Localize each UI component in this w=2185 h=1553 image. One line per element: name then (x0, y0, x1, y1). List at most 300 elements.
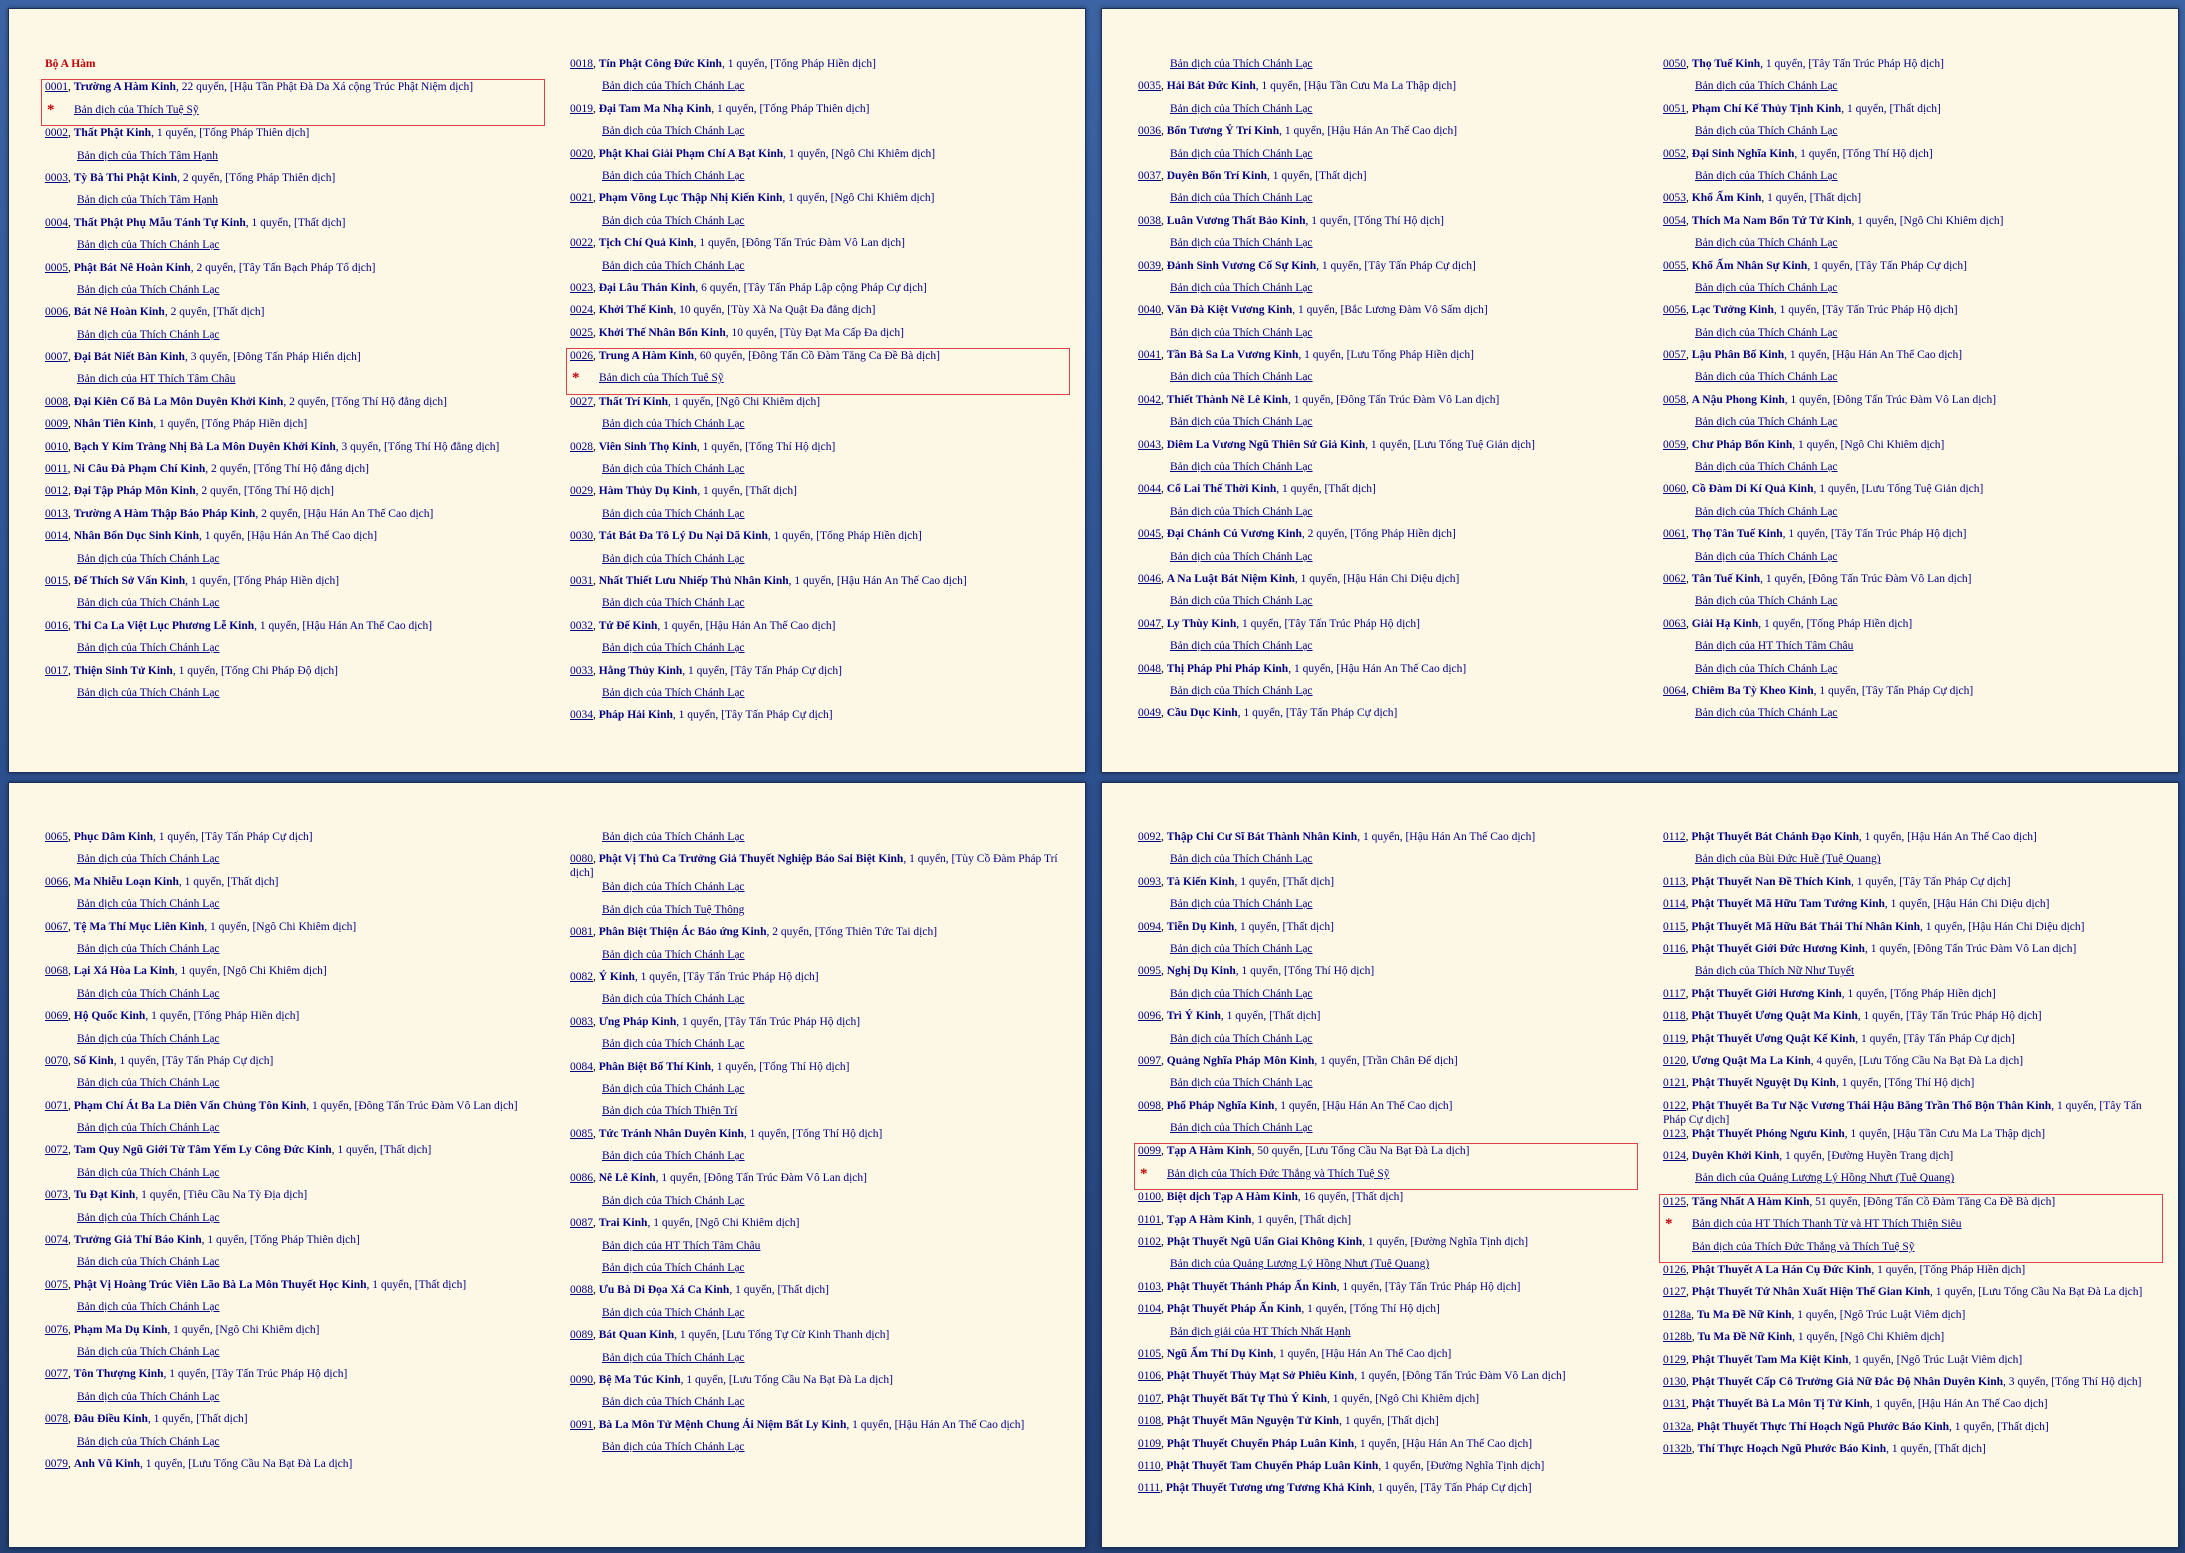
sutra-number-link[interactable]: 0033 (570, 664, 593, 677)
translation-link[interactable]: Bản dịch của Thích Chánh Lạc (77, 1032, 220, 1045)
sutra-entry: 0117, Phật Thuyết Giới Hương Kinh, 1 quyển, [Tống Pháp Hiền dịch] (1663, 987, 1996, 1000)
sutra-number-link[interactable]: 0079 (45, 1457, 68, 1470)
sutra-number-link[interactable]: 0118 (1663, 1010, 1686, 1023)
translation-link[interactable]: Bản dịch của Thích Chánh Lạc (77, 1345, 220, 1358)
sutra-number-link[interactable]: 0083 (570, 1015, 593, 1028)
translation-entry (45, 987, 545, 1009)
translation-link[interactable]: Bản dịch của HT Thích Tâm Châu (1695, 640, 1854, 653)
sutra-title: Chư Pháp Bổn Kinh (1691, 438, 1793, 451)
translation-link[interactable]: Bản dịch của Thích Chánh Lạc (602, 1194, 745, 1207)
sutra-title: Phật Thuyết Cấp Cô Trưởng Giả Nữ Đắc Độ Nhân Duyên Kinh (1691, 1375, 2003, 1388)
sutra-entry: 0066, Ma Nhiễu Loạn Kinh, 1 quyển, [Thất dịch] (45, 875, 279, 888)
sutra-number-link[interactable]: 0117 (1663, 987, 1686, 1000)
sutra-number-link[interactable]: 0009 (45, 418, 68, 431)
sutra-entry: 0039, Đảnh Sinh Vương Cố Sự Kinh, 1 quyển, [Tây Tấn Pháp Cự dịch] (1138, 259, 1476, 272)
sutra-number-link[interactable]: 0021 (570, 192, 593, 205)
sutra-number-link[interactable]: 0038 (1138, 214, 1161, 227)
translation-link[interactable]: Bản dịch của Thích Chánh Lạc (1695, 169, 1838, 182)
translation-link[interactable]: Bản dịch của Thích Chánh Lạc (1695, 707, 1838, 720)
sutra-number-link[interactable]: 0069 (45, 1010, 68, 1023)
translation-entry (1663, 706, 2163, 728)
sutra-number-link[interactable]: 0037 (1138, 169, 1161, 182)
translation-link[interactable]: Bản dịch của Thích Chánh Lạc (1170, 58, 1313, 70)
translation-link[interactable]: Bản dịch của Thích Chánh Lạc (602, 1262, 745, 1275)
sutra-number-link[interactable]: 0005 (45, 261, 68, 274)
sutra-number-link[interactable]: 0125 (1663, 1195, 1686, 1208)
sutra-number-link[interactable]: 0132b (1663, 1443, 1692, 1456)
translation-link[interactable]: Bản dịch của Thích Chánh Lạc (77, 1390, 220, 1403)
sutra-number-link[interactable]: 0121 (1663, 1077, 1686, 1090)
sutra-entry: 0108, Phật Thuyết Mãn Nguyện Tử Kinh, 1 quyển, [Thất dịch] (1138, 1415, 1439, 1428)
sutra-number-link[interactable]: 0097 (1138, 1054, 1161, 1067)
sutra-details: , 1 quyển, [Tống Pháp Hiền dịch] (145, 1010, 300, 1023)
translation-link[interactable]: Bản dịch của Thích Thiện Trí (602, 1105, 738, 1118)
sutra-number-link[interactable]: 0094 (1138, 920, 1161, 933)
sutra-number-link[interactable]: 0088 (570, 1284, 593, 1297)
sutra-number-link[interactable]: 0101 (1138, 1213, 1161, 1226)
translation-link[interactable]: Bản dịch của Thích Chánh Lạc (602, 169, 745, 182)
translation-link[interactable]: Bản dịch của Thích Chánh Lạc (1695, 125, 1838, 138)
sutra-title: Tăng Nhất A Hàm Kinh (1691, 1195, 1810, 1208)
sutra-details: , 1 quyển, [Hậu Hán An Thế Cao dịch] (1858, 831, 2037, 843)
translation-link[interactable]: Bản dịch của Thích Chánh Lạc (77, 1166, 220, 1179)
translation-link[interactable]: Bản dịch của Thích Chánh Lạc (77, 686, 220, 699)
sutra-number-link[interactable]: 0122 (1663, 1099, 1686, 1112)
translation-link[interactable]: Bản dịch của Thích Chánh Lạc (1170, 684, 1313, 697)
translation-entry (570, 1351, 1070, 1373)
sutra-number-link[interactable]: 0035 (1138, 80, 1161, 93)
sutra-entry: 0030, Tát Bát Đa Tô Lý Du Nại Dã Kinh, 1 quyển, [Tống Pháp Hiền dịch] (570, 530, 922, 543)
sutra-number-link[interactable]: 0113 (1663, 875, 1686, 888)
sutra-number-link[interactable]: 0075 (45, 1278, 68, 1291)
sutra-number-link[interactable]: 0007 (45, 351, 68, 364)
sutra-details: , 1 quyển, [Ngô Trúc Luật Viêm dịch] (1848, 1353, 2023, 1366)
sutra-number-link[interactable]: 0098 (1138, 1099, 1161, 1112)
sutra-details: , 1 quyển, [Ngô Chi Khiêm dịch] (204, 920, 357, 933)
translation-link[interactable]: Bản dịch của HT Thích Thanh Từ và HT Thích Thiện Siêu (1692, 1218, 1962, 1231)
sutra-entry: 0046, A Na Luật Bát Niệm Kinh, 1 quyển, [Hậu Hán Chi Diệu dịch] (1138, 572, 1460, 585)
sutra-number-link[interactable]: 0119 (1663, 1032, 1686, 1045)
translation-entry (1663, 169, 2163, 191)
column-left (45, 830, 545, 1479)
translation-link[interactable]: Bản dịch của Bùi Đức Huề (Tuệ Quang) (1695, 853, 1881, 866)
sutra-number-link[interactable]: 0092 (1138, 831, 1161, 843)
translation-link[interactable]: Bản dịch của Thích Chánh Lạc (602, 463, 745, 476)
translation-link[interactable]: Bản dịch của Thích Chánh Lạc (1695, 371, 1838, 384)
sutra-number-link[interactable]: 0008 (45, 395, 68, 408)
sutra-number-link[interactable]: 0044 (1138, 483, 1161, 496)
sutra-number-link[interactable]: 0089 (570, 1329, 593, 1342)
translation-link[interactable]: Bản dịch của Thích Chánh Lạc (77, 283, 220, 296)
sutra-number-link[interactable]: 0047 (1138, 617, 1161, 630)
translation-link[interactable]: Bản dịch của Thích Tuệ Sỹ (74, 103, 199, 116)
sutra-number-link[interactable]: 0031 (570, 574, 593, 587)
sutra-number-link[interactable]: 0111 (1138, 1482, 1161, 1495)
sutra-number-link[interactable]: 0090 (570, 1373, 593, 1386)
sutra-number-link[interactable]: 0105 (1138, 1347, 1161, 1360)
sutra-number-link[interactable]: 0115 (1663, 920, 1686, 933)
sutra-number-link[interactable]: 0071 (45, 1099, 68, 1112)
sutra-number-link[interactable]: 0127 (1663, 1286, 1686, 1299)
sutra-title: Phật Thuyết Bát Chánh Đạo Kinh (1691, 831, 1859, 843)
sutra-number-link[interactable]: 0087 (570, 1217, 593, 1230)
translation-link[interactable]: Bản dịch của Thích Chánh Lạc (602, 259, 745, 272)
sutra-number-link[interactable]: 0015 (45, 574, 68, 587)
translation-link[interactable]: Bản dịch của Thích Chánh Lạc (1695, 595, 1838, 608)
sutra-number-link[interactable]: 0109 (1138, 1437, 1161, 1450)
sutra-title: Biệt dịch Tạp A Hàm Kinh (1166, 1191, 1298, 1204)
translation-link[interactable]: Bản dịch của Thích Chánh Lạc (602, 1082, 745, 1095)
translation-link[interactable]: Bản dịch của Thích Chánh Lạc (602, 552, 745, 565)
sutra-details: , 1 quyển, [Tống Pháp Hiền dịch] (1871, 1264, 2026, 1277)
sutra-number-link[interactable]: 0028 (570, 440, 593, 453)
sutra-title: Văn Đà Kiệt Vương Kinh (1166, 304, 1293, 317)
sutra-number-link[interactable]: 0014 (45, 530, 68, 543)
translation-link[interactable]: Bản dịch của Thích Chánh Lạc (602, 1306, 745, 1319)
sutra-number-link[interactable]: 0001 (45, 81, 68, 94)
translation-link[interactable]: Bản dịch của Thích Chánh Lạc (77, 642, 220, 655)
sutra-number-link[interactable]: 0010 (45, 440, 68, 453)
sutra-details: , 1 quyển, [Tống Thí Hộ dịch] (696, 440, 836, 453)
sutra-number-link[interactable]: 0128b (1663, 1331, 1692, 1344)
sutra-number-link[interactable]: 0045 (1138, 528, 1161, 541)
sutra-number-link[interactable]: 0034 (570, 709, 593, 722)
sutra-number-link[interactable]: 0058 (1663, 393, 1686, 406)
sutra-number-link[interactable]: 0106 (1138, 1370, 1161, 1383)
translation-link[interactable]: Bản dịch của Thích Chánh Lạc (1170, 640, 1313, 653)
sutra-details: , 1 quyển, [Đông Tấn Trúc Đàm Vô Lan dịch] (306, 1099, 518, 1112)
translation-link[interactable]: Bản dịch của Thích Chánh Lạc (1695, 662, 1838, 675)
sutra-number-link[interactable]: 0096 (1138, 1010, 1161, 1023)
sutra-number-link[interactable]: 0013 (45, 507, 68, 520)
translation-link[interactable]: Bản dịch của Thích Chánh Lạc (77, 552, 220, 565)
sutra-number-link[interactable]: 0103 (1138, 1280, 1161, 1293)
sutra-number-link[interactable]: 0073 (45, 1189, 68, 1202)
sutra-title: Phật Thuyết Tứ Nhân Xuất Hiện Thế Gian Kinh (1691, 1286, 1930, 1299)
translation-entry (570, 1082, 1070, 1104)
sutra-number-link[interactable]: 0078 (45, 1413, 68, 1426)
translation-link[interactable]: Bản dịch của Thích Chánh Lạc (77, 1211, 220, 1224)
sutra-number-link[interactable]: 0124 (1663, 1150, 1686, 1163)
translation-link[interactable]: Bản dịch của Thích Chánh Lạc (602, 1351, 745, 1364)
translation-link[interactable]: Bản dịch của Thích Chánh Lạc (1170, 987, 1313, 1000)
translation-link[interactable]: Bản dịch của Thích Chánh Lạc (1170, 1032, 1313, 1045)
sutra-entry: 0131, Phật Thuyết Bà La Môn Tị Tử Kinh, 1 quyển, [Hậu Hán An Thế Cao dịch] (1663, 1398, 2048, 1411)
translation-link[interactable]: Bản dịch của Thích Chánh Lạc (1695, 80, 1838, 93)
sutra-number-link[interactable]: 0085 (570, 1127, 593, 1140)
translation-entry (570, 124, 1070, 146)
sutra-details: , 1 quyển, [Thất dịch] (245, 216, 346, 229)
sutra-details: , 1 quyển, [Tây Tấn Trúc Pháp Hộ dịch] (676, 1015, 861, 1028)
sutra-number-link[interactable]: 0042 (1138, 393, 1161, 406)
sutra-number-link[interactable]: 0002 (45, 127, 68, 140)
sutra-number-link[interactable]: 0020 (570, 147, 593, 160)
sutra-number-link[interactable]: 0131 (1663, 1398, 1686, 1411)
sutra-entry: 0029, Hàm Thủy Dụ Kinh, 1 quyển, [Thất dịch] (570, 485, 797, 498)
sutra-number-link[interactable]: 0052 (1663, 147, 1686, 160)
translation-link[interactable]: Bản dịch của HT Thích Tâm Châu (602, 1239, 761, 1252)
translation-link[interactable]: Bản dịch của Thích Chánh Lạc (602, 80, 745, 93)
translation-link[interactable]: Bản dịch của Thích Chánh Lạc (602, 125, 745, 138)
sutra-number-link[interactable]: 0070 (45, 1054, 68, 1067)
sutra-number-link[interactable]: 0099 (1138, 1145, 1161, 1158)
sutra-number-link[interactable]: 0077 (45, 1368, 68, 1381)
sutra-number-link[interactable]: 0043 (1138, 438, 1161, 451)
sutra-number-link[interactable]: 0039 (1138, 259, 1161, 272)
translation-link[interactable]: Bản dịch của Thích Chánh Lạc (602, 1150, 745, 1163)
sutra-number-link[interactable]: 0041 (1138, 349, 1161, 362)
sutra-number-link[interactable]: 0057 (1663, 349, 1686, 362)
sutra-details: , 1 quyển, [Thất dịch] (729, 1284, 829, 1297)
translation-link[interactable]: Bản dịch giải của HT Thích Nhất Hạnh (1170, 1325, 1351, 1338)
sutra-number-link[interactable]: 0102 (1138, 1236, 1161, 1249)
sutra-entry: 0100, Biệt dịch Tạp A Hàm Kinh, 16 quyển, [Thất dịch] (1138, 1191, 1404, 1204)
sutra-entry: 0089, Bát Quan Kinh, 1 quyển, [Lưu Tống Tự Cừ Kinh Thanh dịch] (570, 1329, 890, 1342)
translation-link[interactable]: Bản dịch của Thích Chánh Lạc (602, 686, 745, 699)
translation-link[interactable]: Bản dịch của Thích Đức Thắng và Thích Tuệ Sỹ (1692, 1240, 1915, 1253)
sutra-number-link[interactable]: 0019 (570, 102, 593, 115)
sutra-number-link[interactable]: 0016 (45, 619, 68, 632)
sutra-number-link[interactable]: 0082 (570, 970, 593, 983)
sutra-number-link[interactable]: 0018 (570, 58, 593, 70)
sutra-number-link[interactable]: 0060 (1663, 483, 1686, 496)
translation-link[interactable]: Bản dịch của Thích Chánh Lạc (602, 418, 745, 431)
highlight-box (41, 79, 545, 126)
sutra-details: , 1 quyển, [Tây Tấn Pháp Cự dịch] (1855, 1032, 2015, 1045)
sutra-number-link[interactable]: 0123 (1663, 1127, 1686, 1140)
sutra-entry: 0119, Phật Thuyết Ương Quật Kế Kinh, 1 quyển, [Tây Tấn Pháp Cự dịch] (1663, 1032, 2015, 1045)
translation-link[interactable]: Bản dịch của Thích Chánh Lạc (602, 1441, 745, 1454)
translation-link[interactable]: Bản dịch của Thích Chánh Lạc (1170, 595, 1313, 608)
sutra-number-link[interactable]: 0024 (570, 304, 593, 317)
translation-entry (570, 1194, 1070, 1216)
sutra-title: Tần Bà Sa La Vương Kinh (1166, 349, 1299, 362)
sutra-number-link[interactable]: 0091 (570, 1418, 593, 1431)
sutra-details: , 1 quyển, [Tây Tấn Trúc Pháp Hộ dịch] (634, 970, 819, 983)
sutra-title: Đại Bát Niết Bàn Kinh (73, 351, 185, 364)
translation-link[interactable]: Bản dịch của Thích Chánh Lạc (77, 239, 220, 252)
translation-link[interactable]: Bản dịch của Thích Chánh Lạc (1170, 505, 1313, 518)
sutra-number-link[interactable]: 0114 (1663, 898, 1686, 911)
translation-link[interactable]: Bản dịch của Thích Chánh Lạc (1695, 237, 1838, 250)
sutra-number-link[interactable]: 0100 (1138, 1191, 1161, 1204)
translation-link[interactable]: Bản dịch của Thích Chánh Lạc (77, 1256, 220, 1269)
sutra-number-link[interactable]: 0084 (570, 1060, 593, 1073)
sutra-number-link[interactable]: 0055 (1663, 259, 1686, 272)
sutra-number-link[interactable]: 0126 (1663, 1264, 1686, 1277)
translation-link[interactable]: Bản dịch của Thích Chánh Lạc (1170, 371, 1313, 384)
sutra-entry: 0104, Phật Thuyết Pháp Ấn Kinh, 1 quyển, [Tống Thí Hộ dịch] (1138, 1303, 1440, 1316)
translation-link[interactable]: Bản dịch của Thích Chánh Lạc (1170, 853, 1313, 866)
sutra-number-link[interactable]: 0049 (1138, 707, 1161, 720)
translation-link[interactable]: Bản dịch của Thích Chánh Lạc (1170, 281, 1313, 294)
translation-link[interactable]: Bản dịch của Thích Chánh Lạc (602, 597, 745, 610)
sutra-number-link[interactable]: 0129 (1663, 1353, 1686, 1366)
translation-link[interactable]: Bản dịch của Thích Chánh Lạc (1170, 326, 1313, 339)
translation-link[interactable]: Bản dịch của Thích Chánh Lạc (77, 1122, 220, 1135)
sutra-number-link[interactable]: 0066 (45, 875, 68, 888)
translation-link[interactable]: Bản dịch của Thích Chánh Lạc (1170, 898, 1313, 911)
sutra-entry: 0049, Cầu Dục Kinh, 1 quyển, [Tây Tấn Pháp Cự dịch] (1138, 707, 1398, 720)
sutra-number-link[interactable]: 0022 (570, 237, 593, 250)
sutra-number-link[interactable]: 0051 (1663, 102, 1686, 115)
sutra-number-link[interactable]: 0036 (1138, 125, 1161, 138)
translation-entry (45, 1166, 545, 1188)
sutra-number-link[interactable]: 0023 (570, 281, 593, 294)
translation-entry (570, 1239, 1070, 1261)
sutra-number-link[interactable]: 0004 (45, 216, 68, 229)
sutra-title: Tứ Đế Kinh (598, 619, 658, 632)
sutra-number-link[interactable]: 0025 (570, 326, 593, 339)
sutra-entry: 0088, Ưu Bà Di Đọa Xá Ca Kinh, 1 quyển, [Thất dịch] (570, 1284, 829, 1297)
sutra-details: , 1 quyển, [Thất dịch] (1761, 192, 1862, 205)
translation-link[interactable]: Bản dịch của Thích Chánh Lạc (602, 948, 745, 961)
sutra-number-link[interactable]: 0072 (45, 1144, 68, 1157)
translation-link[interactable]: Bản dịch của Thích Chánh Lạc (1170, 1077, 1313, 1090)
translation-link[interactable]: Bản dịch của Thích Chánh Lạc (1695, 281, 1838, 294)
sutra-number-link[interactable]: 0032 (570, 619, 593, 632)
sutra-number-link[interactable]: 0046 (1138, 572, 1161, 585)
sutra-number-link[interactable]: 0130 (1663, 1375, 1686, 1388)
translation-link[interactable]: Bản dịch của Thích Chánh Lạc (77, 597, 220, 610)
sutra-number-link[interactable]: 0095 (1138, 965, 1161, 978)
translation-entry (1663, 594, 2163, 616)
translation-entry (1663, 124, 2163, 146)
translation-entry (570, 1037, 1070, 1059)
translation-link[interactable]: Bản dịch của Thích Chánh Lạc (77, 1077, 220, 1090)
sutra-number-link[interactable]: 0063 (1663, 617, 1686, 630)
translation-link[interactable]: Bản dịch của Thích Chánh Lạc (1695, 461, 1838, 474)
translation-link[interactable]: Bản dịch của Thích Chánh Lạc (602, 1038, 745, 1051)
sutra-number-link[interactable]: 0067 (45, 920, 68, 933)
sutra-details: , 1 quyển, [Tống Chi Pháp Độ dịch] (172, 664, 338, 677)
translation-link[interactable]: Bản dịch của Thích Chánh Lạc (77, 898, 220, 911)
sutra-number-link[interactable]: 0026 (570, 350, 593, 363)
sutra-number-link[interactable]: 0050 (1663, 58, 1686, 70)
translation-link[interactable]: Bản dịch của HT Thích Tâm Châu (77, 373, 236, 386)
sutra-number-link[interactable]: 0054 (1663, 214, 1686, 227)
sutra-entry: 0106, Phật Thuyết Thủy Mạt Sở Phiêu Kinh, 1 quyển, [Đông Tấn Trúc Đàm Vô Lan dịch] (1138, 1370, 1566, 1383)
translation-link[interactable]: Bản dịch của Thích Chánh Lạc (1170, 102, 1313, 115)
sutra-number-link[interactable]: 0065 (45, 831, 68, 843)
sutra-number-link[interactable]: 0107 (1138, 1392, 1161, 1405)
sutra-title: Phật Thuyết Tương ưng Tương Khả Kinh (1165, 1482, 1372, 1495)
translation-link[interactable]: Bản dịch của Thích Tuệ Sỹ (599, 372, 724, 385)
translation-link[interactable]: Bản dịch của Thích Chánh Lạc (77, 1301, 220, 1314)
translation-link[interactable]: Bản dịch của Thích Chánh Lạc (1695, 416, 1838, 429)
sutra-entry: 0008, Đại Kiên Cố Bà La Môn Duyên Khởi Kinh, 2 quyển, [Tống Thí Hộ đẳng dịch] (45, 395, 447, 408)
translation-link[interactable]: Bản dịch của Quảng Lượng Lý Hồng Nhựt (Tuệ Quang) (1170, 1258, 1430, 1271)
sutra-number-link[interactable]: 0064 (1663, 684, 1686, 697)
sutra-number-link[interactable]: 0086 (570, 1172, 593, 1185)
translation-link[interactable]: Bản dịch của Thích Tâm Hạnh (77, 194, 219, 207)
translation-link[interactable]: Bản dịch của Thích Chánh Lạc (1170, 192, 1313, 205)
sutra-number-link[interactable]: 0012 (45, 485, 68, 498)
translation-entry (45, 1300, 545, 1322)
translation-link[interactable]: Bản dịch của Thích Chánh Lạc (1170, 147, 1313, 160)
translation-link[interactable]: Bản dịch của Thích Chánh Lạc (1170, 942, 1313, 955)
sutra-details: , 1 quyển, [Hậu Hán An Thế Cao dịch] (1288, 662, 1467, 675)
translation-link[interactable]: Bản dịch của Quảng Lượng Lý Hồng Nhựt (Tuệ Quang) (1695, 1172, 1955, 1185)
sutra-number-link[interactable]: 0027 (570, 395, 593, 408)
sutra-details: , 1 quyển, [Tây Tấn Trúc Pháp Hộ dịch] (1782, 528, 1967, 541)
sutra-number-link[interactable]: 0074 (45, 1234, 68, 1247)
sutra-number-link[interactable]: 0128a (1663, 1308, 1692, 1321)
translation-link[interactable]: Bản dịch của Thích Chánh Lạc (1695, 550, 1838, 563)
translation-link[interactable]: Bản dịch của Thích Tuệ Thông (602, 903, 745, 916)
translation-link[interactable]: Bản dịch của Thích Tâm Hạnh (77, 149, 219, 162)
translation-link[interactable]: Bản dịch của Thích Chánh Lạc (602, 993, 745, 1006)
sutra-number-link[interactable]: 0059 (1663, 438, 1686, 451)
translation-entry (1663, 852, 2163, 874)
sutra-number-link[interactable]: 0116 (1663, 942, 1686, 955)
translation-entry (1138, 1121, 1638, 1143)
sutra-number-link[interactable]: 0048 (1138, 662, 1161, 675)
translation-link[interactable]: Bản dịch của Thích Chánh Lạc (602, 881, 745, 894)
sutra-number-link[interactable]: 0132a (1663, 1420, 1692, 1433)
sutra-number-link[interactable]: 0112 (1663, 831, 1686, 843)
sutra-number-link[interactable]: 0110 (1138, 1459, 1161, 1472)
sutra-number-link[interactable]: 0011 (45, 463, 68, 476)
sutra-number-link[interactable]: 0040 (1138, 304, 1161, 317)
translation-link[interactable]: Bản dịch của Thích Chánh Lạc (77, 942, 220, 955)
translation-link[interactable]: Bản dịch của Thích Chánh Lạc (602, 1396, 745, 1409)
translation-link[interactable]: Bản dịch của Thích Chánh Lạc (77, 853, 220, 866)
translation-entry (570, 992, 1070, 1014)
sutra-number-link[interactable]: 0030 (570, 530, 593, 543)
sutra-title: Thiết Thành Nê Lê Kinh (1166, 393, 1288, 406)
sutra-number-link[interactable]: 0081 (570, 926, 593, 939)
translation-link[interactable]: Bản dịch của Thích Chánh Lạc (1695, 326, 1838, 339)
sutra-title: Tín Phật Công Đức Kinh (598, 58, 722, 70)
sutra-number-link[interactable]: 0029 (570, 485, 593, 498)
translation-link[interactable]: Bản dịch của Thích Chánh Lạc (1695, 505, 1838, 518)
sutra-number-link[interactable]: 0068 (45, 965, 68, 978)
translation-link[interactable]: Bản dịch của Thích Chánh Lạc (602, 831, 745, 843)
sutra-number-link[interactable]: 0076 (45, 1323, 68, 1336)
translation-link[interactable]: Bản dịch của Thích Nữ Như Tuyết (1695, 965, 1855, 978)
sutra-entry: 0033, Hằng Thủy Kinh, 1 quyển, [Tây Tấn Pháp Cự dịch] (570, 664, 842, 677)
translation-link[interactable]: Bản dịch của Thích Chánh Lạc (77, 1435, 220, 1448)
translation-link[interactable]: Bản dịch của Thích Chánh Lạc (1170, 461, 1313, 474)
sutra-number-link[interactable]: 0017 (45, 664, 68, 677)
translation-link[interactable]: Bản dịch của Thích Chánh Lạc (1170, 550, 1313, 563)
translation-link[interactable]: Bản dịch của Thích Chánh Lạc (1170, 416, 1313, 429)
translation-link[interactable]: Bản dịch của Thích Đức Thắng và Thích Tuệ Sỹ (1167, 1167, 1390, 1180)
sutra-number-link[interactable]: 0056 (1663, 304, 1686, 317)
sutra-number-link[interactable]: 0061 (1663, 528, 1686, 541)
translation-link[interactable]: Bản dịch của Thích Chánh Lạc (1170, 237, 1313, 250)
sutra-number-link[interactable]: 0080 (570, 853, 593, 866)
translation-link[interactable]: Bản dịch của Thích Chánh Lạc (602, 507, 745, 520)
sutra-number-link[interactable]: 0120 (1663, 1054, 1686, 1067)
sutra-number-link[interactable]: 0053 (1663, 192, 1686, 205)
sutra-number-link[interactable]: 0108 (1138, 1415, 1161, 1428)
sutra-number-link[interactable]: 0062 (1663, 572, 1686, 585)
sutra-number-link[interactable]: 0104 (1138, 1303, 1161, 1316)
translation-link[interactable]: Bản dịch của Thích Chánh Lạc (77, 987, 220, 1000)
translation-link[interactable]: Bản dịch của Thích Chánh Lạc (1170, 1122, 1313, 1135)
sutra-number-link[interactable]: 0006 (45, 306, 68, 319)
sutra-details: , 1 quyển, [Đường Nghĩa Tịnh dịch] (1362, 1236, 1529, 1249)
sutra-title: Tân Tuế Kinh (1691, 572, 1761, 585)
translation-link[interactable]: Bản dịch của Thích Chánh Lạc (602, 642, 745, 655)
sutra-number-link[interactable]: 0093 (1138, 875, 1161, 888)
sutra-number-link[interactable]: 0003 (45, 171, 68, 184)
translation-link[interactable]: Bản dịch của Thích Chánh Lạc (77, 328, 220, 341)
translation-link[interactable]: Bản dịch của Thích Chánh Lạc (602, 214, 745, 227)
sutra-entry: 0126, Phật Thuyết A La Hán Cụ Đức Kinh, 1 quyển, [Tống Pháp Hiền dịch] (1663, 1264, 2026, 1277)
